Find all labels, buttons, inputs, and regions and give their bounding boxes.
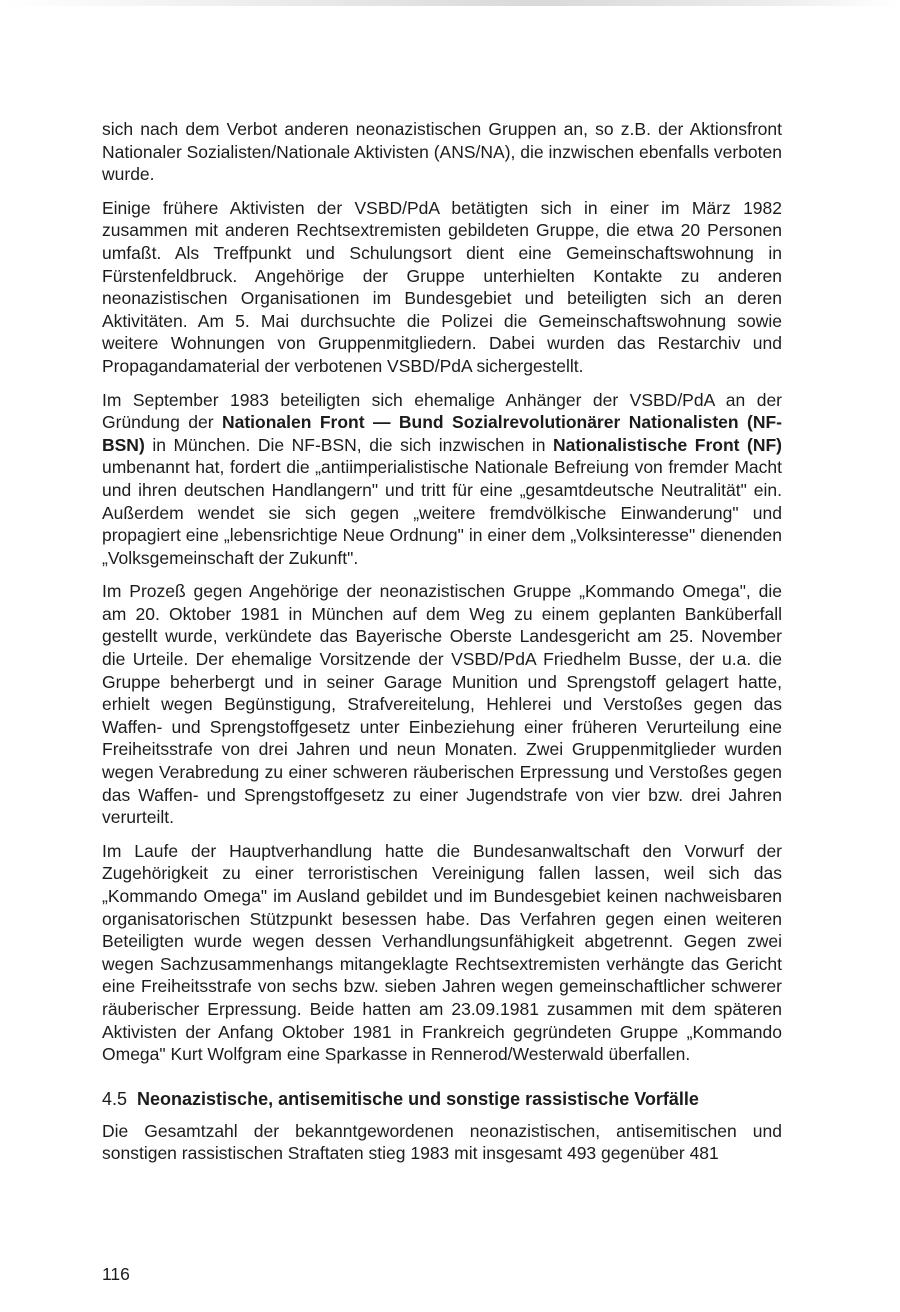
section-number: 4.5 — [102, 1088, 128, 1109]
scan-edge — [0, 0, 900, 6]
page-number: 116 — [102, 1264, 130, 1284]
text-run: sich nach dem Verbot anderen neonazistischen Gruppen an, so z.B. der Aktionsfront Nationaler Sozialisten/Nationale Aktivisten (ANS/NA), die inzwischen ebenfalls verboten wurde. — [102, 119, 782, 185]
text-run: Einige frühere Aktivisten der VSBD/PdA betätigten sich in einer im März 1982 zusammen mit anderen Rechtsextremisten gebildeten Gruppe, die etwa 20 Personen umfaßt. Als Treffpunkt und Schulungsort dient eine Gemeinschaftswohnung in Fürstenfeldbruck. Angehörige der Gruppe unterhielten Kontakte zu anderen neonazistischen Organisationen im Bundesgebiet und beteiligten sich an deren Aktivitäten. Am 5. Mai durchsuchte die Polizei die Gemeinschaftswohnung sowie weitere Wohnungen von Gruppenmitgliedern. Dabei wurden das Restarchiv und Propagandamaterial der verbotenen VSBD/PdA sichergestellt. — [102, 197, 782, 376]
text-run: Im Laufe der Hauptverhandlung hatte die Bundesanwaltschaft den Vorwurf der Zugehörigkeit zu einer terroristischen Vereinigung fallen lassen, weil sich das „Kommando Omega" im Ausland gebildet und im Bundesgebiet keinen nachweisbaren organisatorischen Stützpunkt besessen habe. Das Verfahren gegen einen weiteren Beteiligten wurde wegen dessen Verhandlungsunfähigkeit abgetrennt. Gegen zwei wegen Sachzusammenhangs mitangeklagte Rechtsextremisten verhängte das Gericht eine Freiheitsstrafe von sechs bzw. sieben Jahren wegen gemeinschaftlicher schwerer räuberischer Erpressung. Beide hatten am 23.09.1981 zusammen mit dem späteren Aktivisten der Anfang Oktober 1981 in Frankreich gegründeten Gruppe „Kommando Omega" Kurt Wolfgram eine Sparkasse in Rennerod/Westerwald überfallen. — [102, 840, 782, 1065]
paragraph — [102, 840, 782, 1066]
text-run: Im September 1983 beteiligten sich ehemalige Anhänger der VSBD/PdA an der Gründung der — [102, 389, 782, 433]
paragraph — [102, 580, 782, 829]
section-heading — [102, 1088, 782, 1111]
document-page — [102, 118, 782, 1176]
bold-term: Nationalen Front — Bund Sozialrevolutionärer Nationalisten (NF-BSN) — [102, 412, 782, 455]
paragraph — [102, 389, 782, 570]
paragraph — [102, 1120, 782, 1165]
paragraph — [102, 118, 782, 186]
paragraph — [102, 197, 782, 378]
text-run: in München. Die NF-BSN, die sich inzwischen in — [144, 434, 554, 455]
section-title: Neonazistische, antisemitische und sonstige rassistische Vorfälle — [137, 1088, 699, 1109]
section-body-text — [102, 1120, 782, 1165]
text-run: Im Prozeß gegen Angehörige der neonazistischen Gruppe „Kommando Omega", die am 20. Oktober 1981 in München auf dem Weg zu einem geplanten Banküberfall gestellt wurde, verkündete das Bayerische Oberste Landesgericht am 25. November die Urteile. Der ehemalige Vorsitzende der VSBD/PdA Friedhelm Busse, der u.a. die Gruppe beherbergt und in seiner Garage Munition und Sprengstoff gelagert hatte, erhielt wegen Begünstigung, Strafvereitelung, Hehlerei und Verstoßes gegen das Waffen- und Sprengstoffgesetz unter Einbeziehung einer früheren Verurteilung eine Freiheitsstrafe von drei Jahren und neun Monaten. Zwei Gruppenmitglieder wurden wegen Verabredung zu einer schweren räuberischen Erpressung und Verstoßes gegen das Waffen- und Sprengstoffgesetz zu einer Jugendstrafe von vier bzw. drei Jahren verurteilt. — [102, 581, 782, 828]
body-text — [102, 118, 782, 1066]
bold-term: Nationalistische Front (NF) — [553, 434, 782, 455]
text-run: Die Gesamtzahl der bekanntgewordenen neonazistischen, antisemitischen und sonstigen rassistischen Straftaten stieg 1983 mit insgesamt 493 gegenüber 481 — [102, 1120, 782, 1164]
text-run: umbenannt hat, fordert die „antiimperialistische Nationale Befreiung von fremder Macht und ihren deutschen Handlangern" und tritt für eine „gesamtdeutsche Neutralität" ein. Außerdem wendet sie sich gegen „weitere fremdvölkische Einwanderung" und propagiert eine „lebensrichtige Neue Ordnung" in einer dem „Volksinteresse" dienenden „Volksgemeinschaft der Zukunft". — [102, 457, 782, 568]
